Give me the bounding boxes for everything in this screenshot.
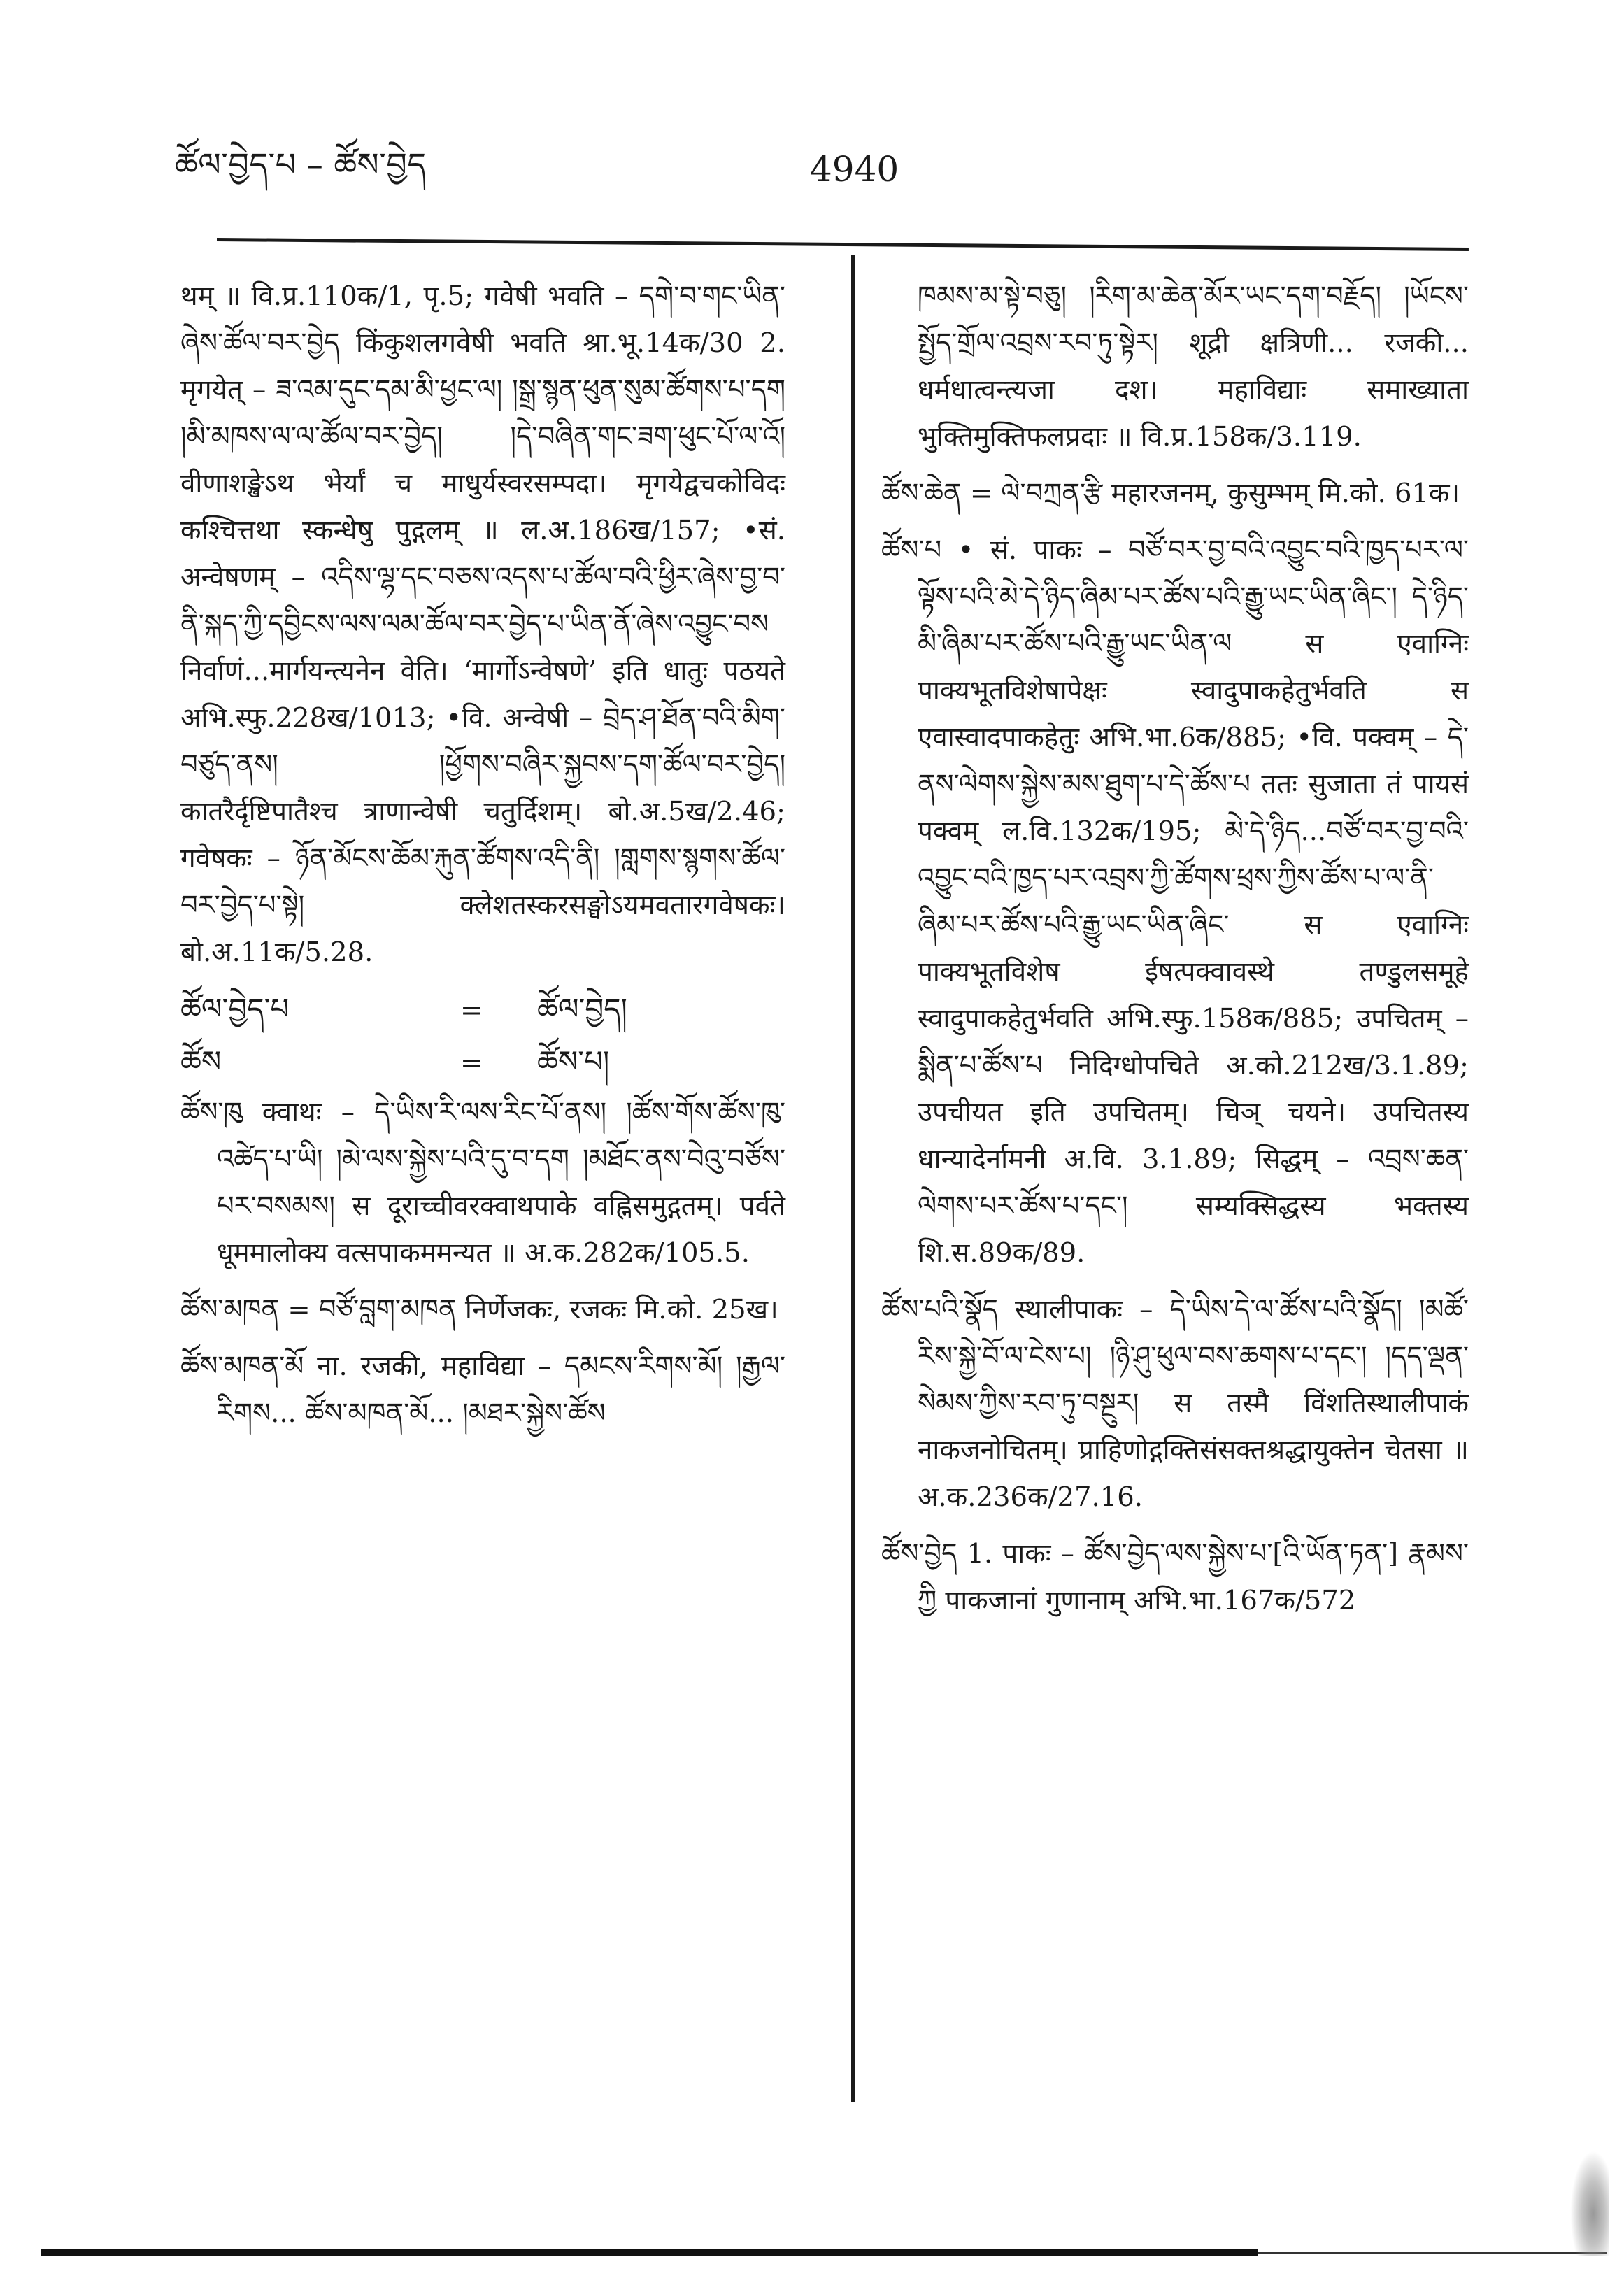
left-column [180,273,785,1446]
dictionary-entry: ཚོས་ཆེན = ལེ་བཀྲན་རྩི महारजनम्, कुसुम्भम् मि.को. 61क। [881,478,1460,509]
scan-smudge [1570,2151,1609,2256]
cross-reference-headword: ཚོས [180,1044,222,1079]
running-head: ཚོལ་བྱེད་པ – ཚོས་བྱེད [175,145,427,183]
entry-continuation: थम् ॥ वि.प्र.110क/1, पृ.5; गवेषी भवति – དགེ་བ་གང་ཡིན་ཞེས་ཚོལ་བར་བྱེད किंकुशलगवेषी भवति श्रा.भू.14क/30 2. मृगयेत् – ཟ་འམ་དུང་དམ་མི་ཕྱང་ལ། །སྒྲ་སྙན་ཕུན་སུམ་ཚོགས་པ་དག །མི་མཁས་ལ་ལ་ཚོལ་བར་བྱེད། །དེ་བཞིན་གང་ཟག་ཕུང་པོ་ལ་འོ། वीणाशङ्खेऽथ भेर्यां च माधुर्यस्वरसम्पदा। मृगयेद्वचकोविदः कश्चित्तथा स्कन्धेषु पुद्गलम् ॥ ल.अ.186ख/157; •सं. अन्वेषणम् – འདིས་ལྷ་དང་བཅས་འདས་པ་ཚོལ་བའི་ཕྱིར་ཞེས་བྱ་བ་ནི་སྐད་ཀྱི་དབྱིངས་ལས་ལམ་ཚོལ་བར་བྱེད་པ་ཡིན་ནོ་ཞེས་འབྱུང་བས निर्वाणं...मार्गयन्त्यनेन वेति। ‘मार्गोऽन्वेषणे’ इति धातुः पठयते अभि.स्फु.228ख/1013; •वि. अन्वेषी – བྲེད་ཤ་ཐོན་བའི་མིག་བཙུད་ནས། །ཕྱོགས་བཞིར་སྐྱབས་དག་ཚོལ་བར་བྱེད། कातरैर्दृष्टिपातैश्च त्राणान्वेषी चतुर्दिशम्। बो.अ.5ख/2.46; गवेषकः – ཉོན་མོངས་ཆོམ་རྐུན་ཚོགས་འདི་ནི། །གླགས་སྙགས་ཚོལ་བར་བྱེད་པ་སྟེ། क्लेशतस्करसङ्घोऽयमवतारगवेषकः। बो.अ.11क/5.28. [180,280,785,968]
footer-rule-thin [1258,2252,1607,2254]
dictionary-entry: ཚོས་མཁན = བཙོ་བླག་མཁན निर्णेजकः, रजकः मि.को. 25ख। [180,1294,778,1325]
entry-continuation: ཁམས་མ་སྟེ་བཅུ། །རིག་མ་ཆེན་མོར་ཡང་དག་བརྗོད། །ཡོངས་སྤྱོད་གྲོལ་འབྲས་རབ་ཏུ་སྟེར། शूद्री क्षत्रिणी... रजकी... धर्मधात्वन्त्यजा दश। महाविद्याः समाख्याता भुक्तिमुक्तिफलप्रदाः ॥ वि.प्र.158क/3.119. [918,280,1469,453]
right-column [881,273,1469,1634]
dictionary-entry: ཚོས་པའི་སྣོད स्थालीपाकः – དེ་ཡིས་དེ་ལ་ཚོས་པའི་སྣོད། །མཚོ་རིས་སྐྱེ་བོ་ལ་ངེས་པ། །ཉི་ཤུ་ཕུལ་བས་ཆགས་པ་དང་། །དད་ལྡན་སེམས་ཀྱིས་རབ་ཏུ་བསྔུར། स तस्मै विंशतिस्थालीपाकं नाकजनोचितम्। प्राहिणोद्गक्तिसंसक्तश्रद्धायुक्तेन चेतसा ॥ अ.क.236क/27.16. [881,1294,1469,1513]
equals-sign: = [460,1047,483,1079]
footer-rule [41,2249,1258,2256]
equals-sign: = [460,995,483,1026]
column-divider [851,255,855,2102]
dictionary-entry: ཚོས་ཁུ क्वाथः – དེ་ཡིས་རི་ལས་རིང་པོ་ནས། །ཚོས་གོས་ཚོས་ཁུ་འཚེད་པ་ཡི། །མེ་ལས་སྐྱེས་པའི་དུ་བ་དག །མཐོང་ནས་བེའུ་བཙོས་པར་བསམས། स दूराच्चीवरक्वाथपाके वह्निसमुद्गतम्। पर्वते धूममालोक्य वत्सपाकममन्यत ॥ अ.क.282क/105.5. [180,1097,785,1269]
dictionary-entry: ཚོས་པ • सं. पाकः – བཙོ་བར་བྱ་བའི་འབྱུང་བའི་ཁྱད་པར་ལ་ལྟོས་པའི་མེ་དེ་ཉིད་ཞིམ་པར་ཚོས་པའི་རྒྱུ་ཡང་ཡིན་ཞིང་། དེ་ཉིད་མི་ཞིམ་པར་ཚོས་པའི་རྒྱུ་ཡང་ཡིན་ལ स एवाग्निः पाक्यभूतविशेषापेक्षः स्वादुपाकहेतुर्भवति स एवास्वादपाकहेतुः अभि.भा.6क/885; •वि. पक्वम् – དེ་ནས་ལེགས་སྐྱེས་མས་ཐུག་པ་དེ་ཚོས་པ ततः सुजाता तं पायसं पक्वम् ल.वि.132क/195; མེ་དེ་ཉིད...བཙོ་བར་བྱ་བའི་འབྱུང་བའི་ཁྱད་པར་འབྲས་ཀྱི་ཚོགས་ཕྲས་ཀྱིས་ཚོས་པ་ལ་ནི་ཞིམ་པར་ཚོས་པའི་རྒྱུ་ཡང་ཡིན་ཞིང་ स एवाग्निः पाक्यभूतविशेष ईषत्पक्वावस्थे तण्डुलसमूहे स्वादुपाकहेतुर्भवति अभि.स्फु.158क/885; उपचितम् – སྨིན་པ་ཚོས་པ निदिग्धोपचिते अ.को.212ख/3.1.89; उपचीयत इति उपचितम्। चिञ् चयने। उपचितस्य धान्यादेर्नामनी अ.वि. 3.1.89; सिद्धम् – འབྲས་ཆན་ལེགས་པར་ཚོས་པ་དང་། सम्यक्सिद्धस्य भक्तस्य शि.स.89क/89. [881,534,1469,1269]
cross-reference-row [180,985,785,1034]
header-rule [217,238,1469,251]
cross-reference-target: ཚོས་པ། [537,1044,610,1079]
cross-reference-row [180,1038,785,1086]
dictionary-entry: ཚོས་བྱེད 1. पाकः – ཚོས་བྱེད་ལས་སྐྱེས་པ་[འི་ཡོན་ཏན་] རྣམས་ཀྱི पाकजानां गुणानाम् अभि.भा.167क/572 [881,1538,1469,1616]
cross-reference-headword: ཚོལ་བྱེད་པ [180,992,290,1026]
dictionary-entry: ཚོས་མཁན་མོ ना. रजकी, महाविद्या – དམངས་རིགས་མོ། །རྒྱལ་རིགས... ཚོས་མཁན་མོ... །མཐར་སྐྱེས་ཚོས [180,1351,785,1429]
page-number: 4940 [810,149,899,190]
cross-reference-target: ཚོལ་བྱེད། [537,992,627,1026]
